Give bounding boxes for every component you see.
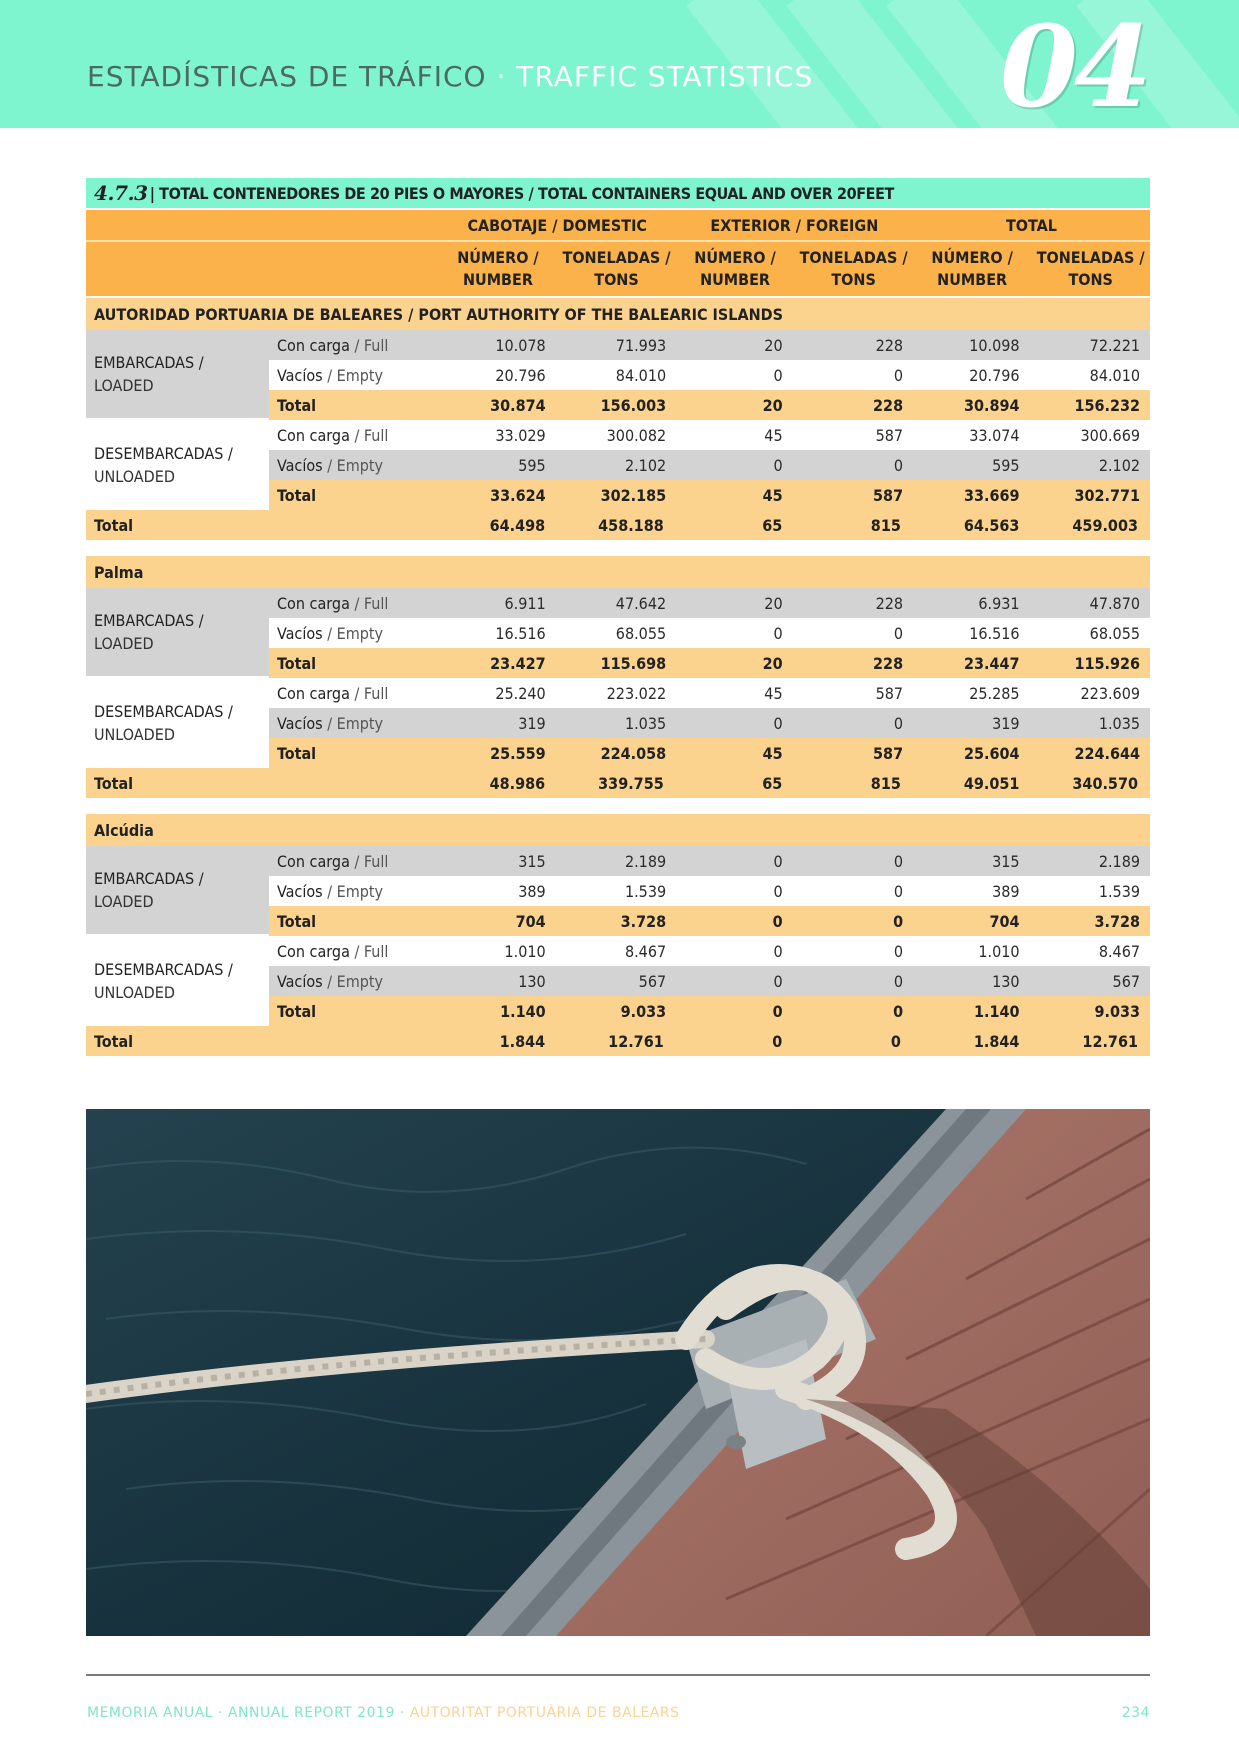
table-cell: 459.003	[1072, 515, 1138, 535]
column-header-en: TONS	[831, 270, 876, 289]
row-label-en: / Empty	[327, 623, 384, 643]
table-cell: 8.467	[624, 941, 667, 961]
page-footer	[87, 1705, 1150, 1721]
table-cell: 16.516	[969, 623, 1020, 643]
row-label	[269, 972, 439, 991]
table-cell: 68.055	[1089, 623, 1141, 643]
row-group-body	[269, 936, 1150, 1026]
table-cell: 20.796	[969, 365, 1020, 385]
table-cell: 6.911	[504, 593, 546, 613]
page-title	[87, 60, 813, 93]
table-row	[269, 648, 1150, 678]
table-group-header	[86, 210, 1150, 242]
table-cell: 302.185	[600, 485, 667, 505]
row-label-en: / Full	[354, 335, 389, 355]
table-title-text: | TOTAL CONTENEDORES DE 20 PIES O MAYORES / TOTAL CONTAINERS EQUAL AND OVER 20FEET	[149, 183, 894, 203]
row-label	[269, 426, 439, 445]
row-group-label-en: LOADED	[94, 892, 154, 911]
row-label: Total	[277, 1001, 317, 1021]
table-cell: 0	[890, 1031, 901, 1051]
table-cell: 300.082	[606, 425, 667, 445]
table-row	[269, 588, 1150, 618]
table-row	[269, 678, 1150, 708]
row-label	[269, 456, 439, 475]
row-group-body	[269, 846, 1150, 936]
table-cell: 0	[893, 623, 904, 643]
table-cell: 228	[875, 593, 904, 613]
table-cell: 12.761	[1082, 1031, 1138, 1051]
table-cell: 223.609	[1080, 683, 1141, 703]
table-body	[86, 298, 1150, 1056]
row-label	[269, 882, 439, 901]
table-cell: 389	[518, 881, 546, 901]
table-row	[269, 708, 1150, 738]
row-group-label-es: DESEMBARCADAS /	[94, 960, 233, 979]
row-label-es: Con carga	[277, 683, 350, 703]
table-row	[269, 876, 1150, 906]
row-group-unloaded	[86, 678, 1150, 768]
group-header-foreign: EXTERIOR / FOREIGN	[710, 215, 879, 235]
row-label: Total	[94, 515, 134, 535]
footer-report: MEMORIA ANUAL · ANNUAL REPORT 2019 ·	[87, 1705, 405, 1721]
table-cell: 0	[893, 713, 904, 733]
table-cell: 115.698	[600, 653, 667, 673]
table-cell: 340.570	[1072, 773, 1138, 793]
row-group-label-es: EMBARCADAS /	[94, 353, 204, 372]
title-separator: ·	[496, 60, 507, 93]
row-group-label-en: UNLOADED	[94, 983, 175, 1002]
table-cell: 228	[873, 395, 904, 415]
row-label-en: / Empty	[327, 881, 384, 901]
table-cell: 33.624	[490, 485, 546, 505]
table-cell: 65	[762, 773, 783, 793]
section-header: Palma	[86, 556, 1150, 588]
row-group-label	[86, 588, 269, 678]
chapter-number: 04	[1000, 2, 1148, 128]
table-cell: 64.563	[963, 515, 1020, 535]
table-cell: 45	[764, 683, 783, 703]
table-cell: 315	[992, 851, 1020, 871]
table-cell: 0	[773, 623, 783, 643]
column-header	[439, 247, 558, 291]
group-header-domestic: CABOTAJE / DOMESTIC	[467, 215, 647, 235]
column-header-es: NÚMERO /	[931, 248, 1013, 267]
table-cell: 23.447	[964, 653, 1020, 673]
table-cell: 20	[762, 395, 783, 415]
table-cell: 567	[1112, 971, 1141, 991]
table-number: 4.7.3	[94, 181, 148, 205]
row-group-loaded	[86, 846, 1150, 936]
table-row	[269, 936, 1150, 966]
column-header	[1031, 247, 1150, 291]
table-cell: 72.221	[1089, 335, 1141, 355]
table-row	[269, 360, 1150, 390]
table-row	[269, 450, 1150, 480]
row-group-label-en: LOADED	[94, 634, 154, 653]
table-cell: 595	[518, 455, 546, 475]
table-cell: 0	[893, 455, 904, 475]
section-total-row	[86, 1026, 1150, 1056]
row-group-label	[86, 420, 269, 510]
row-label-es: Vacíos	[277, 455, 323, 475]
table-cell: 1.844	[499, 1031, 546, 1051]
table-cell: 20	[762, 653, 783, 673]
row-group-label-en: UNLOADED	[94, 467, 175, 486]
table-cell: 302.771	[1074, 485, 1141, 505]
table-cell: 48.986	[489, 773, 546, 793]
table-cell: 45	[762, 743, 783, 763]
row-group-label	[86, 678, 269, 768]
table-cell: 389	[992, 881, 1020, 901]
row-label-es: Con carga	[277, 851, 350, 871]
table-cell: 223.022	[606, 683, 667, 703]
table-row	[269, 390, 1150, 420]
table-cell: 315	[518, 851, 546, 871]
column-header	[676, 247, 795, 291]
footer-rule	[86, 1674, 1150, 1676]
table-row	[269, 618, 1150, 648]
row-label	[269, 684, 439, 703]
title-es: ESTADÍSTICAS DE TRÁFICO	[87, 60, 487, 93]
table-cell: 16.516	[495, 623, 546, 643]
table-row	[269, 330, 1150, 360]
table-cell: 3.728	[1094, 911, 1141, 931]
table-cell: 9.033	[620, 1001, 667, 1021]
table-cell: 84.010	[615, 365, 667, 385]
table-cell: 1.010	[504, 941, 546, 961]
table-cell: 2.189	[624, 851, 667, 871]
row-label: Total	[94, 773, 134, 793]
row-label: Total	[277, 485, 317, 505]
column-header-en: NUMBER	[937, 270, 1008, 289]
row-label: Total	[277, 395, 317, 415]
table-cell: 23.427	[490, 653, 546, 673]
row-label-en: / Empty	[327, 713, 384, 733]
row-label-en: / Full	[354, 851, 389, 871]
row-group-label-es: EMBARCADAS /	[94, 869, 204, 888]
table-cell: 815	[870, 515, 901, 535]
table-cell: 0	[772, 1001, 783, 1021]
table-row	[269, 996, 1150, 1026]
row-label-en: / Empty	[327, 971, 384, 991]
section-header: AUTORIDAD PORTUARIA DE BALEARES / PORT AUTHORITY OF THE BALEARIC ISLANDS	[86, 298, 1150, 330]
table-cell: 704	[989, 911, 1020, 931]
table-cell: 115.926	[1074, 653, 1141, 673]
table-cell: 30.894	[964, 395, 1020, 415]
table-cell: 704	[515, 911, 546, 931]
row-label-en: / Full	[354, 683, 389, 703]
table-cell: 0	[893, 365, 904, 385]
table-cell: 1.539	[624, 881, 667, 901]
table-row	[269, 966, 1150, 996]
table-cell: 156.003	[600, 395, 667, 415]
section-total-row	[86, 768, 1150, 798]
table-cell: 458.188	[598, 515, 664, 535]
table-cell: 0	[893, 911, 904, 931]
row-label: Total	[277, 911, 317, 931]
table-cell: 2.189	[1098, 851, 1141, 871]
row-group-label-es: DESEMBARCADAS /	[94, 444, 233, 463]
row-group-label-es: DESEMBARCADAS /	[94, 702, 233, 721]
column-header-en: NUMBER	[700, 270, 771, 289]
table-cell: 2.102	[624, 455, 667, 475]
table-cell: 0	[773, 851, 783, 871]
table-cell: 10.098	[969, 335, 1020, 355]
row-group-label	[86, 936, 269, 1026]
table-cell: 1.844	[973, 1031, 1020, 1051]
table-cell: 228	[875, 335, 904, 355]
table-cell: 25.604	[964, 743, 1020, 763]
table-column-header	[86, 242, 1150, 298]
page-header	[0, 0, 1239, 128]
table-cell: 49.051	[963, 773, 1020, 793]
row-label-es: Con carga	[277, 335, 350, 355]
title-en: TRAFFIC STATISTICS	[516, 60, 814, 93]
row-label	[269, 366, 439, 385]
table-cell: 1.140	[974, 1001, 1020, 1021]
table-cell: 25.240	[495, 683, 546, 703]
table-cell: 1.140	[500, 1001, 546, 1021]
table-cell: 300.669	[1080, 425, 1141, 445]
table-cell: 20	[764, 335, 783, 355]
row-label	[269, 624, 439, 643]
table-cell: 10.078	[495, 335, 546, 355]
table-cell: 228	[873, 653, 904, 673]
row-group-body	[269, 420, 1150, 510]
row-label	[269, 594, 439, 613]
row-group-label-en: UNLOADED	[94, 725, 175, 744]
page-number: 234	[1121, 1705, 1150, 1721]
row-label	[269, 942, 439, 961]
table-cell: 33.029	[495, 425, 546, 445]
table-cell: 0	[773, 365, 783, 385]
table-cell: 33.669	[964, 485, 1020, 505]
column-header	[913, 247, 1032, 291]
table-cell: 20.796	[495, 365, 546, 385]
table-cell: 0	[773, 941, 783, 961]
table-cell: 47.870	[1089, 593, 1141, 613]
table-cell: 45	[764, 425, 783, 445]
table-cell: 84.010	[1089, 365, 1141, 385]
table-cell: 71.993	[615, 335, 667, 355]
table-cell: 68.055	[615, 623, 667, 643]
row-label-es: Con carga	[277, 593, 350, 613]
table-cell: 130	[518, 971, 546, 991]
row-label-es: Vacíos	[277, 623, 323, 643]
row-group-label	[86, 846, 269, 936]
table-cell: 1.010	[978, 941, 1020, 961]
table-cell: 0	[773, 971, 783, 991]
table-cell: 65	[762, 515, 783, 535]
table-cell: 319	[518, 713, 546, 733]
table-row	[269, 738, 1150, 768]
row-label: Total	[94, 1031, 134, 1051]
column-header	[557, 247, 676, 291]
table-cell: 0	[773, 455, 783, 475]
table-cell: 47.642	[615, 593, 667, 613]
column-header-en: NUMBER	[462, 270, 533, 289]
column-header-es: TONELADAS /	[799, 248, 908, 267]
row-group-body	[269, 330, 1150, 420]
row-label	[269, 336, 439, 355]
table-cell: 2.102	[1098, 455, 1141, 475]
mooring-rope-photo	[86, 1109, 1150, 1636]
table-cell: 0	[773, 713, 783, 733]
table-cell: 45	[762, 485, 783, 505]
table-cell: 6.931	[978, 593, 1020, 613]
table-cell: 224.058	[600, 743, 667, 763]
containers-table	[86, 178, 1150, 1056]
photo-illustration	[86, 1109, 1150, 1636]
row-label-es: Vacíos	[277, 881, 323, 901]
table-cell: 33.074	[969, 425, 1020, 445]
footer-org: AUTORITAT PORTUÀRIA DE BALEARS	[409, 1705, 680, 1721]
table-cell: 20	[764, 593, 783, 613]
table-row	[269, 480, 1150, 510]
table-cell: 3.728	[620, 911, 667, 931]
table-cell: 815	[870, 773, 901, 793]
table-cell: 0	[893, 1001, 904, 1021]
row-group-label-es: EMBARCADAS /	[94, 611, 204, 630]
column-header	[794, 247, 913, 291]
table-cell: 0	[773, 881, 783, 901]
table-cell: 8.467	[1098, 941, 1141, 961]
row-label	[269, 714, 439, 733]
table-row	[269, 420, 1150, 450]
table-cell: 25.285	[969, 683, 1020, 703]
table-cell: 595	[992, 455, 1020, 475]
table-cell: 1.539	[1098, 881, 1141, 901]
row-group-body	[269, 588, 1150, 678]
table-cell: 1.035	[1098, 713, 1141, 733]
table-cell: 25.559	[490, 743, 546, 763]
table-row	[269, 906, 1150, 936]
table-cell: 0	[893, 941, 904, 961]
column-header-es: NÚMERO /	[457, 248, 539, 267]
section-total-row	[86, 510, 1150, 540]
table-cell: 0	[893, 851, 904, 871]
row-label: Total	[277, 743, 317, 763]
row-label	[269, 852, 439, 871]
table-cell: 0	[893, 881, 904, 901]
row-group-unloaded	[86, 936, 1150, 1026]
row-label-en: / Full	[354, 425, 389, 445]
row-group-unloaded	[86, 420, 1150, 510]
row-group-label-en: LOADED	[94, 376, 154, 395]
row-label-es: Vacíos	[277, 365, 323, 385]
table-cell: 1.035	[624, 713, 667, 733]
table-cell: 339.755	[598, 773, 664, 793]
column-header-es: TONELADAS /	[1036, 248, 1145, 267]
row-group-loaded	[86, 588, 1150, 678]
table-cell: 9.033	[1094, 1001, 1141, 1021]
row-label-es: Vacíos	[277, 971, 323, 991]
row-label-en: / Empty	[327, 455, 384, 475]
table-cell: 319	[992, 713, 1020, 733]
row-label-en: / Full	[354, 941, 389, 961]
row-group-label	[86, 330, 269, 420]
row-label-es: Con carga	[277, 425, 350, 445]
section-header: Alcúdia	[86, 814, 1150, 846]
row-label-es: Con carga	[277, 941, 350, 961]
table-cell: 224.644	[1074, 743, 1141, 763]
table-cell: 130	[992, 971, 1020, 991]
column-header-en: TONS	[1068, 270, 1113, 289]
cleat-bolt	[726, 1435, 746, 1449]
table-cell: 0	[772, 911, 783, 931]
column-header-es: NÚMERO /	[694, 248, 776, 267]
table-cell: 587	[875, 425, 904, 445]
row-label-en: / Empty	[327, 365, 384, 385]
table-cell: 0	[893, 971, 904, 991]
table-cell: 587	[873, 485, 904, 505]
column-header-en: TONS	[594, 270, 639, 289]
table-cell: 567	[638, 971, 667, 991]
table-title	[86, 178, 1150, 210]
row-group-loaded	[86, 330, 1150, 420]
table-cell: 0	[772, 1031, 783, 1051]
row-label-en: / Full	[354, 593, 389, 613]
table-cell: 30.874	[490, 395, 546, 415]
group-header-total: TOTAL	[1005, 215, 1057, 235]
row-label: Total	[277, 653, 317, 673]
table-cell: 156.232	[1074, 395, 1141, 415]
column-header-es: TONELADAS /	[562, 248, 671, 267]
row-group-body	[269, 678, 1150, 768]
table-cell: 587	[873, 743, 904, 763]
table-cell: 587	[875, 683, 904, 703]
row-label-es: Vacíos	[277, 713, 323, 733]
table-cell: 12.761	[608, 1031, 664, 1051]
table-cell: 64.498	[489, 515, 546, 535]
table-row	[269, 846, 1150, 876]
